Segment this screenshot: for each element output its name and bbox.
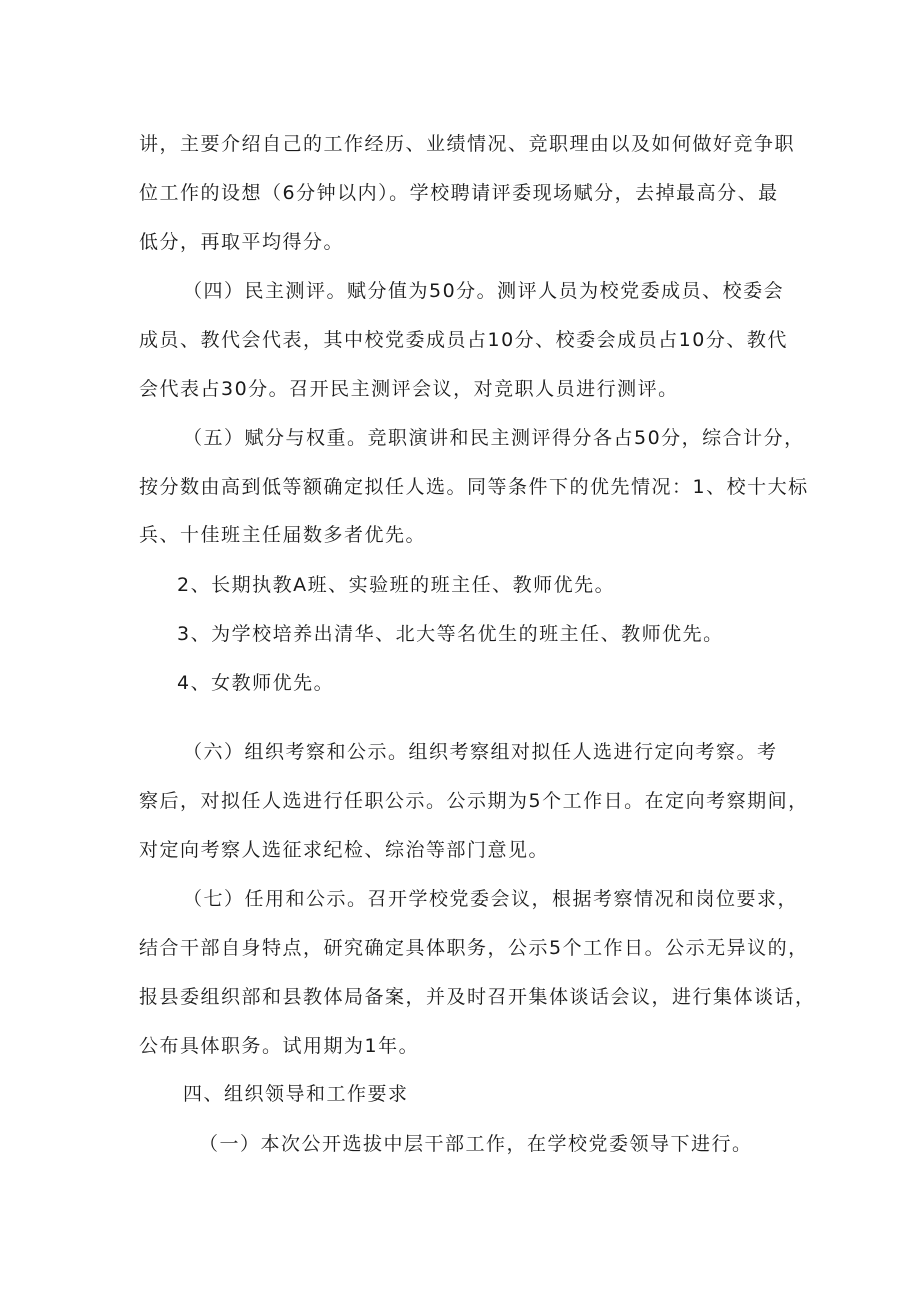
paragraph-line: 结合干部自身特点，研究确定具体职务，公示5个工作日。公示无异议的， (139, 937, 809, 959)
paragraph-line: 成员、教代会代表，其中校党委成员占10分、校委会成员占10分、教代 (139, 329, 788, 351)
paragraph-line: 位工作的设想（6分钟以内）。学校聘请评委现场赋分，去掉最高分、最 (139, 182, 779, 204)
section-5-heading-line: （五）赋分与权重。竞职演讲和民主测评得分各占50分，综合计分， (183, 427, 805, 449)
paragraph-line: 报县委组织部和县教体局备案，并及时召开集体谈话会议，进行集体谈话， (139, 986, 816, 1008)
section-6-heading-line: （六）组织考察和公示。组织考察组对拟任人选进行定向考察。考 (183, 741, 778, 763)
priority-item-3: 3、为学校培养出清华、北大等名优生的班主任、教师优先。 (177, 623, 724, 645)
paragraph-line: 按分数由高到低等额确定拟任人选。同等条件下的优先情况：1、校十大标 (139, 476, 809, 498)
priority-item-4: 4、女教师优先。 (177, 672, 335, 694)
paragraph-line: 兵、十佳班主任届数多者优先。 (139, 524, 427, 546)
paragraph-line: 察后，对拟任人选进行任职公示。公示期为5个工作日。在定向考察期间， (139, 790, 809, 812)
section-heading: 四、组织领导和工作要求 (183, 1083, 409, 1105)
subsection-1-line: （一）本次公开选拔中层干部工作，在学校党委领导下进行。 (199, 1133, 753, 1155)
paragraph-line: 会代表占30分。召开民主测评会议，对竞职人员进行测评。 (139, 378, 679, 400)
paragraph-line: 讲，主要介绍自己的工作经历、业绩情况、竞职理由以及如何做好竞争职 (139, 133, 796, 155)
priority-item-2: 2、长期执教A班、实验班的班主任、教师优先。 (177, 574, 616, 596)
paragraph-line: 公布具体职务。试用期为1年。 (139, 1035, 420, 1057)
section-4-heading-line: （四）民主测评。赋分值为50分。测评人员为校党委成员、校委会 (183, 280, 785, 302)
paragraph-line: 低分，再取平均得分。 (139, 231, 345, 253)
section-7-heading-line: （七）任用和公示。召开学校党委会议，根据考察情况和岗位要求， (183, 888, 799, 910)
paragraph-line: 对定向考察人选征求纪检、综治等部门意见。 (139, 839, 550, 861)
